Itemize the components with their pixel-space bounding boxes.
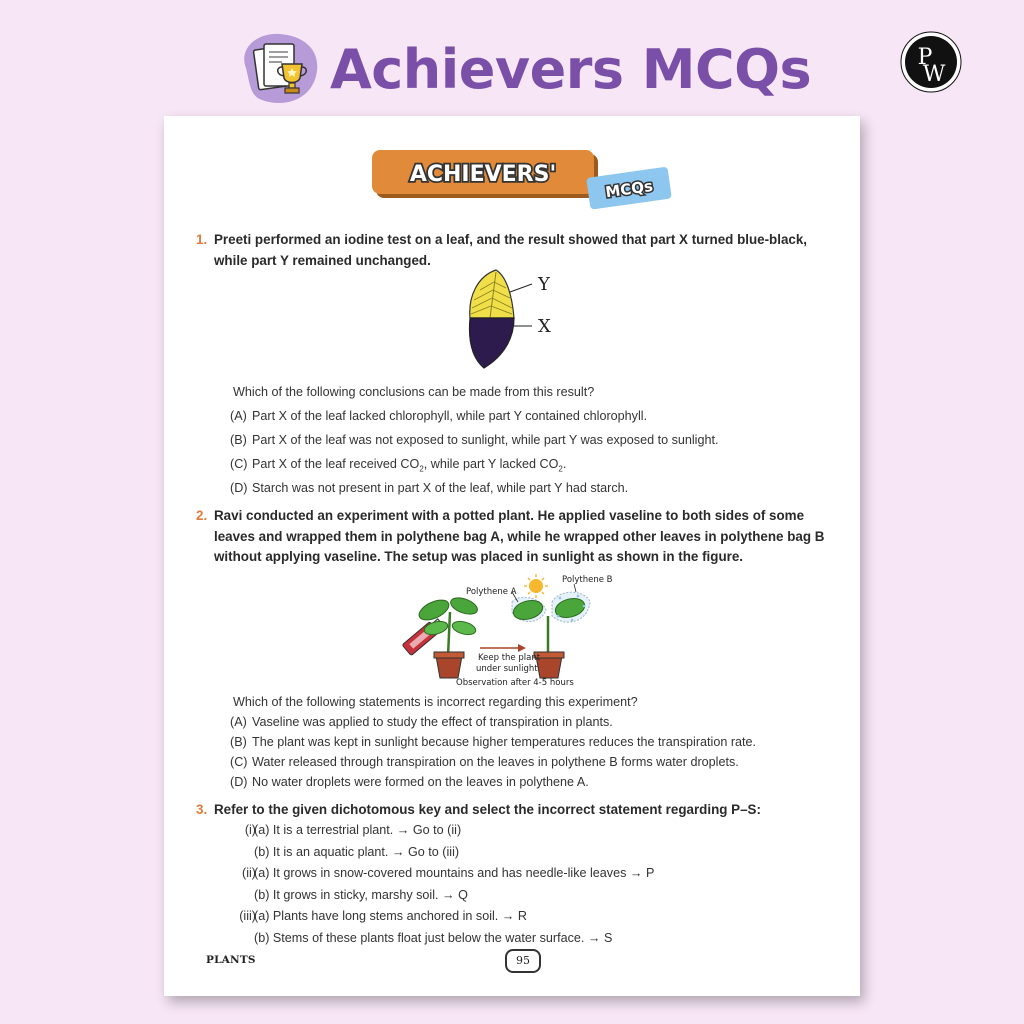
pw-logo	[900, 31, 962, 93]
subscript: 2	[558, 464, 563, 474]
key-step-number: (i)	[244, 823, 256, 837]
subscript: 2	[419, 464, 424, 474]
option-label: (B)	[230, 735, 247, 749]
option-text: The plant was kept in sunlight because higher temperatures reduces the transpiration rate.	[252, 735, 757, 749]
key-step-number: (iii)	[239, 909, 256, 923]
option-text-pre: Part X of the leaf received CO	[252, 457, 420, 471]
leaf-label-y: Y	[538, 274, 550, 295]
key-step-text: (b) It grows in sticky, marshy soil. → Q	[254, 888, 468, 902]
textbook-page	[164, 116, 860, 996]
key-step-number: (ii)	[242, 866, 256, 880]
key-step-text: (a) It is a terrestrial plant. → Go to (ii)	[254, 823, 462, 837]
trophy-document-icon	[236, 30, 320, 106]
option-label: (C)	[230, 457, 248, 471]
question-line: Preeti performed an iodine test on a leaf, and the result showed that part X turned blue-black,	[214, 232, 808, 247]
question-number: 2.	[196, 508, 208, 523]
page-number: 95	[505, 949, 541, 973]
achievers-mcqs-banner	[370, 148, 674, 212]
question-number: 1.	[196, 232, 208, 247]
label-polythene-b: Polythene B	[562, 575, 613, 585]
question-3	[196, 800, 761, 821]
svg-text:W: W	[922, 62, 946, 87]
option-text: Water released through transpiration on the leaves in polythene B forms water droplets.	[252, 755, 739, 769]
key-step-text: (a) It grows in snow-covered mountains and has needle-like leaves → P	[254, 866, 655, 880]
question-prompt: Which of the following statements is incorrect regarding this experiment?	[233, 695, 638, 709]
option-label: (B)	[230, 433, 247, 447]
header-title: Achievers MCQs	[330, 38, 812, 101]
option-text: Part X of the leaf was not exposed to sunlight, while part Y was exposed to sunlight.	[252, 433, 719, 447]
label-observation: Observation after 4-5 hours	[456, 678, 574, 688]
page-header	[0, 0, 1024, 115]
option-c[interactable]	[230, 754, 739, 770]
question-2	[196, 506, 825, 568]
question-line: Refer to the given dichotomous key and select the incorrect statement regarding P–S:	[214, 802, 761, 817]
label-polythene-a: Polythene A	[466, 587, 517, 597]
question-line: while part Y remained unchanged.	[214, 252, 431, 268]
banner-main-text: ACHIEVERS'	[409, 162, 557, 187]
chapter-name: PLANTS	[206, 954, 256, 966]
key-step-text: (b) It is an aquatic plant. → Go to (iii)	[254, 845, 460, 859]
option-label: (A)	[230, 409, 247, 423]
option-b[interactable]	[230, 734, 756, 750]
option-a[interactable]	[230, 714, 613, 730]
option-text-mid: , while part Y lacked CO	[423, 457, 559, 471]
label-under-sunlight: under sunlight	[476, 664, 538, 674]
question-line: without applying vaseline. The setup was placed in sunlight as shown in the figure.	[214, 549, 744, 564]
option-text: Starch was not present in part X of the leaf, while part Y had starch.	[252, 481, 629, 495]
option-label: (D)	[230, 775, 248, 789]
option-a[interactable]	[230, 408, 647, 424]
option-label: (A)	[230, 715, 247, 729]
question-line: Ravi conducted an experiment with a potted plant. He applied vaseline to both sides of some	[214, 508, 805, 523]
option-c[interactable]	[230, 456, 566, 478]
svg-text:P: P	[917, 45, 933, 70]
leaf-label-x: X	[538, 316, 551, 337]
question-prompt: Which of the following conclusions can be made from this result?	[233, 385, 595, 399]
plant-experiment-figure	[400, 572, 622, 690]
banner-tag-text: MCQs	[604, 176, 654, 202]
question-number: 3.	[196, 802, 208, 817]
option-text-post: .	[562, 457, 567, 471]
option-d[interactable]	[230, 480, 628, 496]
key-step-text: (b) Stems of these plants float just below the water surface. → S	[254, 931, 613, 945]
option-text: Vaseline was applied to study the effect of transpiration in plants.	[252, 715, 613, 729]
question-1	[196, 230, 808, 271]
key-step-text: (a) Plants have long stems anchored in soil. → R	[254, 909, 527, 923]
option-label: (C)	[230, 755, 248, 769]
option-d[interactable]	[230, 774, 589, 790]
option-b[interactable]	[230, 432, 719, 448]
option-text: No water droplets were formed on the leaves in polythene A.	[252, 775, 589, 789]
option-label: (D)	[230, 481, 248, 495]
label-keep-plant: Keep the plant	[478, 653, 541, 663]
option-text: Part X of the leaf lacked chlorophyll, while part Y contained chlorophyll.	[252, 409, 648, 423]
leaf-iodine-figure	[464, 268, 564, 372]
question-line: leaves and wrapped them in polythene bag A, while he wrapped other leaves in polythene bag B	[214, 528, 825, 544]
